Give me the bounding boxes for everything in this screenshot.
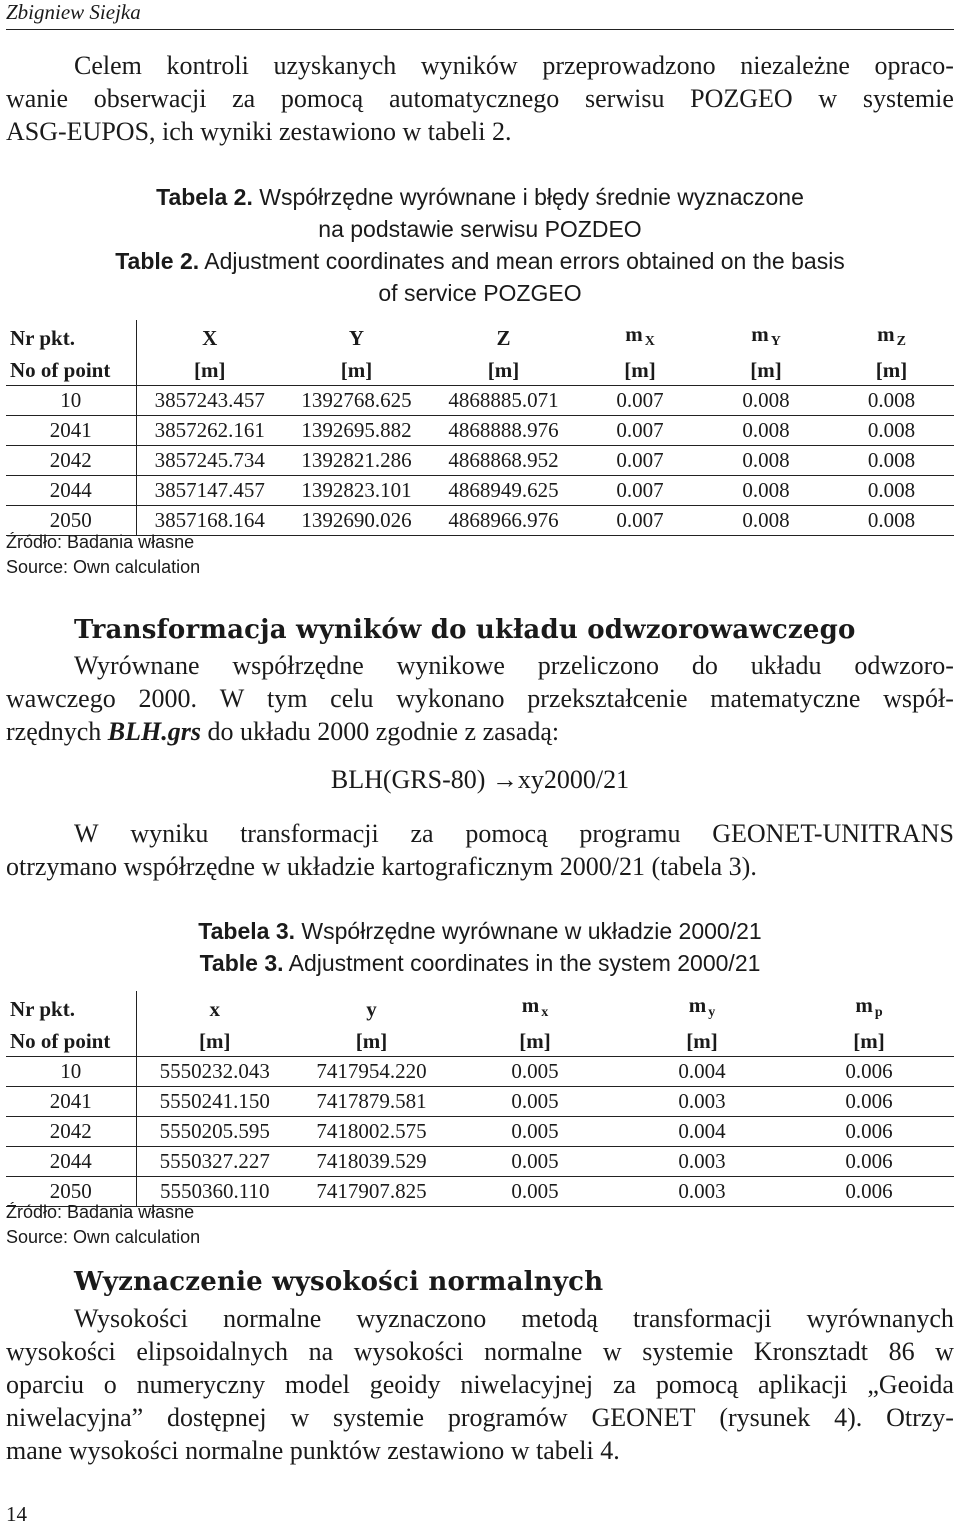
- table-row: [6, 1057, 954, 1087]
- table-cell: 4868949.625: [430, 476, 577, 506]
- text-line: [6, 817, 954, 850]
- word: wyników: [420, 51, 518, 80]
- word: transformacji: [240, 819, 379, 848]
- table-cell: 10: [6, 1057, 136, 1087]
- table-cell: 0.005: [450, 1117, 620, 1147]
- header-cell: Z: [496, 325, 511, 350]
- header-cell: [703, 320, 829, 356]
- header-cell: [m]: [293, 1027, 450, 1057]
- word: wynikowe: [396, 651, 505, 680]
- table-cell: 5550360.110: [136, 1177, 293, 1207]
- header-cell: [m]: [784, 1027, 954, 1057]
- word: niwelacyjnej: [460, 1370, 594, 1399]
- table-header-row: [6, 356, 954, 386]
- caption-text: Adjustment coordinates in the system 2000/21: [283, 950, 761, 976]
- word: oparciu: [6, 1370, 84, 1399]
- page-number: 14: [6, 1502, 27, 1526]
- table-cell: 2050: [6, 1177, 136, 1207]
- text-line: mane wysokości normalne punktów zestawiono w tabeli 4.: [6, 1436, 620, 1465]
- word: matematyczne: [710, 684, 861, 713]
- table-cell: 0.005: [450, 1087, 620, 1117]
- table-cell: 2041: [6, 1087, 136, 1117]
- table-row: [6, 1087, 954, 1117]
- table-cell: 0.006: [784, 1057, 954, 1087]
- table-cell: 7417879.581: [293, 1087, 450, 1117]
- header-cell: [784, 991, 954, 1027]
- header-subscript: Y: [770, 334, 781, 349]
- table-cell: 0.007: [577, 386, 703, 416]
- intro-paragraph: [6, 49, 954, 148]
- word: W: [219, 684, 245, 713]
- table3-source-pl: Źródło: Badania własne: [6, 1202, 195, 1222]
- table3-caption-en: [0, 947, 960, 980]
- table-cell: 7418002.575: [293, 1117, 450, 1147]
- header-cell: [m]: [620, 1027, 784, 1057]
- word: GEONET: [591, 1403, 696, 1432]
- table-cell: 0.008: [703, 416, 829, 446]
- word: przeliczono: [537, 651, 660, 680]
- header-cell: [m]: [136, 356, 283, 386]
- table-cell: 0.008: [703, 446, 829, 476]
- word: serwisu: [585, 84, 665, 113]
- word: Otrzy-: [886, 1403, 954, 1432]
- table-cell: 0.007: [577, 476, 703, 506]
- table-cell: 0.003: [620, 1177, 784, 1207]
- table-row: [6, 386, 954, 416]
- word: uzyskanych: [273, 51, 397, 80]
- caption-label: Table 3.: [199, 950, 284, 976]
- table-row: [6, 1147, 954, 1177]
- word: odwzoro-: [854, 651, 954, 680]
- table-cell: 0.006: [784, 1087, 954, 1117]
- table-cell: 0.007: [577, 416, 703, 446]
- table3-source-en: Source: Own calculation: [6, 1227, 201, 1247]
- word: aplikacji: [758, 1370, 848, 1399]
- caption-label: Tabela 2.: [156, 184, 253, 210]
- word: wanie: [6, 84, 69, 113]
- word: na: [308, 1337, 334, 1366]
- word: systemie: [642, 1337, 734, 1366]
- word: normalne: [484, 1337, 583, 1366]
- header-subscript: y: [708, 1005, 716, 1020]
- header-symbol: m: [625, 322, 643, 346]
- caption-text: Współrzędne wyrównane i błędy średnie wyznaczone: [252, 184, 804, 210]
- table-cell: 1392768.625: [283, 386, 430, 416]
- header-cell: [620, 991, 784, 1027]
- transformation-formula: BLH(GRS-80) →xy2000/21: [330, 765, 630, 794]
- table2-source-pl: Źródło: Badania własne: [6, 532, 195, 552]
- table-cell: 0.007: [577, 446, 703, 476]
- header-cell: No of point: [6, 1027, 136, 1057]
- word: 4).: [834, 1403, 863, 1432]
- header-subscript: x: [541, 1005, 549, 1020]
- text-line: [6, 1302, 954, 1335]
- table-cell: 1392823.101: [283, 476, 430, 506]
- table-cell: 4868966.976: [430, 506, 577, 536]
- text-span: do układu 2000 zgodnie z zasadą:: [200, 717, 560, 746]
- table-cell: 2044: [6, 476, 136, 506]
- word: dostępnej: [166, 1403, 267, 1432]
- table-cell: 4868885.071: [430, 386, 577, 416]
- table-cell: 4868868.952: [430, 446, 577, 476]
- word: pomocą: [655, 1370, 739, 1399]
- table-row: [6, 416, 954, 446]
- header-cell: [m]: [430, 356, 577, 386]
- table-cell: 4868888.976: [430, 416, 577, 446]
- section-title-transformacja: Transformacja wyników do układu odwzorowawczego: [74, 615, 856, 645]
- table-row: [6, 1117, 954, 1147]
- header-cell: Nr pkt.: [6, 991, 136, 1027]
- header-subscript: Z: [896, 334, 906, 349]
- word: wyrównanych: [806, 1304, 954, 1333]
- table-cell: 0.004: [620, 1117, 784, 1147]
- word: Wysokości: [74, 1304, 188, 1333]
- table-cell: 7418039.529: [293, 1147, 450, 1177]
- word: wykonano: [396, 684, 505, 713]
- header-symbol: m: [855, 993, 873, 1017]
- word: normalne: [223, 1304, 322, 1333]
- table-header-row: [6, 1027, 954, 1057]
- text-line: [6, 1401, 954, 1434]
- word: W: [74, 819, 99, 848]
- caption-text: Współrzędne wyrównane w układzie 2000/21: [295, 918, 762, 944]
- word: numeryczny: [136, 1370, 266, 1399]
- word: POZGEO: [690, 84, 793, 113]
- table-3: [6, 991, 954, 1207]
- word: elipsoidalnych: [136, 1337, 289, 1366]
- table2-caption-en-2: of service POZGEO: [378, 280, 582, 306]
- table-cell: 0.008: [703, 506, 829, 536]
- header-cell: x: [209, 996, 220, 1021]
- text-line: [6, 82, 954, 115]
- table2-caption-en-1: [0, 245, 960, 278]
- table-cell: 2042: [6, 1117, 136, 1147]
- table-row: [6, 476, 954, 506]
- table-cell: 1392821.286: [283, 446, 430, 476]
- text-line: otrzymano współrzędne w układzie kartograficznym 2000/21 (tabela 3).: [6, 852, 757, 881]
- header-cell: X: [202, 325, 218, 350]
- word: wyznaczono: [356, 1304, 487, 1333]
- table-2: [6, 320, 954, 536]
- header-cell: [m]: [829, 356, 954, 386]
- header-cell: No of point: [6, 356, 136, 386]
- table-cell: 1392695.882: [283, 416, 430, 446]
- word: w: [290, 1403, 310, 1432]
- word: współrzędne: [232, 651, 364, 680]
- text-line: ASG-EUPOS, ich wyniki zestawiono w tabeli 2.: [6, 117, 512, 146]
- word: układu: [750, 651, 822, 680]
- table-cell: 2041: [6, 416, 136, 446]
- header-cell: Nr pkt.: [6, 320, 136, 356]
- word: przeprowadzono: [542, 51, 716, 80]
- word: programu: [579, 819, 681, 848]
- table-cell: 0.008: [829, 446, 954, 476]
- word: pomocą: [280, 84, 364, 113]
- text-line: [6, 49, 954, 82]
- table-row: [6, 446, 954, 476]
- section1-paragraph-2: [6, 817, 954, 883]
- word: geoidy: [369, 1370, 441, 1399]
- table-cell: 0.005: [450, 1147, 620, 1177]
- section2-paragraph: [6, 1302, 954, 1467]
- word: model: [284, 1370, 350, 1399]
- table-cell: 0.008: [703, 476, 829, 506]
- running-header-author: Zbigniew Siejka: [6, 0, 141, 24]
- word: niezależne: [740, 51, 850, 80]
- word: wawczego: [6, 684, 116, 713]
- word: 2000.: [138, 684, 197, 713]
- text-line: [6, 1335, 954, 1368]
- header-symbol: m: [521, 993, 540, 1017]
- header-cell: [450, 991, 620, 1027]
- word: systemie: [862, 84, 954, 113]
- table3-caption-pl: [0, 915, 960, 948]
- header-cell: [m]: [450, 1027, 620, 1057]
- header-cell: [577, 320, 703, 356]
- table-cell: 5550205.595: [136, 1117, 293, 1147]
- caption-label: Table 2.: [115, 248, 200, 274]
- word: transformacji: [632, 1304, 772, 1333]
- table-cell: 1392690.026: [283, 506, 430, 536]
- header-cell: [m]: [136, 1027, 293, 1057]
- text-line: [6, 1368, 954, 1401]
- table-cell: 7417954.220: [293, 1057, 450, 1087]
- table-cell: 5550241.150: [136, 1087, 293, 1117]
- word: Kronsztadt: [753, 1337, 868, 1366]
- word: Celem: [74, 51, 142, 80]
- word: za: [232, 84, 256, 113]
- header-cell: [m]: [283, 356, 430, 386]
- table-cell: 0.003: [620, 1147, 784, 1177]
- word: wysokości: [6, 1337, 116, 1366]
- word: 86: [888, 1337, 915, 1366]
- table-cell: 3857243.457: [136, 386, 283, 416]
- table-header-row: [6, 991, 954, 1027]
- text-line: [6, 715, 954, 748]
- table-cell: 0.008: [829, 386, 954, 416]
- table-cell: 3857147.457: [136, 476, 283, 506]
- section-title-wysokosci: Wyznaczenie wysokości normalnych: [74, 1267, 604, 1297]
- header-cell: [m]: [577, 356, 703, 386]
- word: opraco-: [874, 51, 954, 80]
- word: niwelacyjna”: [6, 1403, 144, 1432]
- word: celu: [330, 684, 374, 713]
- emphasis-filename: BLH.grs: [107, 717, 201, 746]
- header-symbol: m: [688, 993, 707, 1017]
- word: wysokości: [353, 1337, 464, 1366]
- table-cell: 0.004: [620, 1057, 784, 1087]
- word: obserwacji: [93, 84, 207, 113]
- header-cell: [m]: [703, 356, 829, 386]
- text-line: [6, 649, 954, 682]
- word: automatycznego: [388, 84, 560, 113]
- table-cell: 3857262.161: [136, 416, 283, 446]
- table-cell: 3857245.734: [136, 446, 283, 476]
- word: w: [935, 1337, 954, 1366]
- word: tym: [266, 684, 308, 713]
- text-line: [6, 682, 954, 715]
- table-cell: 0.005: [450, 1057, 620, 1087]
- table2-caption-pl-2: na podstawie serwisu POZDEO: [318, 216, 642, 242]
- header-subscript: p: [874, 1005, 883, 1020]
- table2-caption-pl-1: [0, 181, 960, 214]
- header-cell: Y: [348, 325, 365, 350]
- caption-text: Adjustment coordinates and mean errors obtained on the basis: [199, 248, 845, 274]
- header-cell: y: [366, 996, 377, 1021]
- word: wyniku: [130, 819, 209, 848]
- table-cell: 0.003: [620, 1087, 784, 1117]
- table-cell: 0.006: [784, 1177, 954, 1207]
- word: o: [103, 1370, 117, 1399]
- table-cell: 0.006: [784, 1117, 954, 1147]
- table-cell: 0.008: [829, 476, 954, 506]
- word: GEONET-UNITRANS: [712, 819, 954, 848]
- header-symbol: m: [877, 322, 895, 346]
- table-cell: 0.008: [829, 506, 954, 536]
- table-cell: 10: [6, 386, 136, 416]
- section1-paragraph: [6, 649, 954, 748]
- word: systemie: [333, 1403, 425, 1432]
- table-cell: 0.007: [577, 506, 703, 536]
- word: kontroli: [166, 51, 249, 80]
- word: Wyrównane: [74, 651, 200, 680]
- table-cell: 0.008: [703, 386, 829, 416]
- header-subscript: X: [644, 334, 655, 349]
- table-cell: 2042: [6, 446, 136, 476]
- word: programów: [447, 1403, 568, 1432]
- word: za: [410, 819, 434, 848]
- word: za: [612, 1370, 637, 1399]
- table2-source-en: Source: Own calculation: [6, 557, 201, 577]
- word: w: [818, 84, 838, 113]
- table-cell: 0.008: [829, 416, 954, 446]
- table-cell: 2050: [6, 506, 136, 536]
- word: pomocą: [465, 819, 548, 848]
- table-cell: 5550232.043: [136, 1057, 293, 1087]
- word: metodą: [521, 1304, 598, 1333]
- word: przekształcenie: [527, 684, 688, 713]
- word: „Geoida: [867, 1370, 954, 1399]
- header-symbol: m: [751, 322, 769, 346]
- table-cell: 7417907.825: [293, 1177, 450, 1207]
- table-header-row: [6, 320, 954, 356]
- table-cell: 0.005: [450, 1177, 620, 1207]
- table-cell: 5550327.227: [136, 1147, 293, 1177]
- word: współ-: [883, 684, 954, 713]
- table-cell: 3857168.164: [136, 506, 283, 536]
- header-cell: [829, 320, 954, 356]
- word: do: [691, 651, 718, 680]
- caption-label: Tabela 3.: [198, 918, 296, 944]
- word: w: [602, 1337, 622, 1366]
- table-cell: 2044: [6, 1147, 136, 1177]
- text-span: rzędnych: [6, 717, 108, 746]
- word: (rysunek: [719, 1403, 811, 1432]
- table-cell: 0.006: [784, 1147, 954, 1177]
- header-rule: [6, 29, 954, 30]
